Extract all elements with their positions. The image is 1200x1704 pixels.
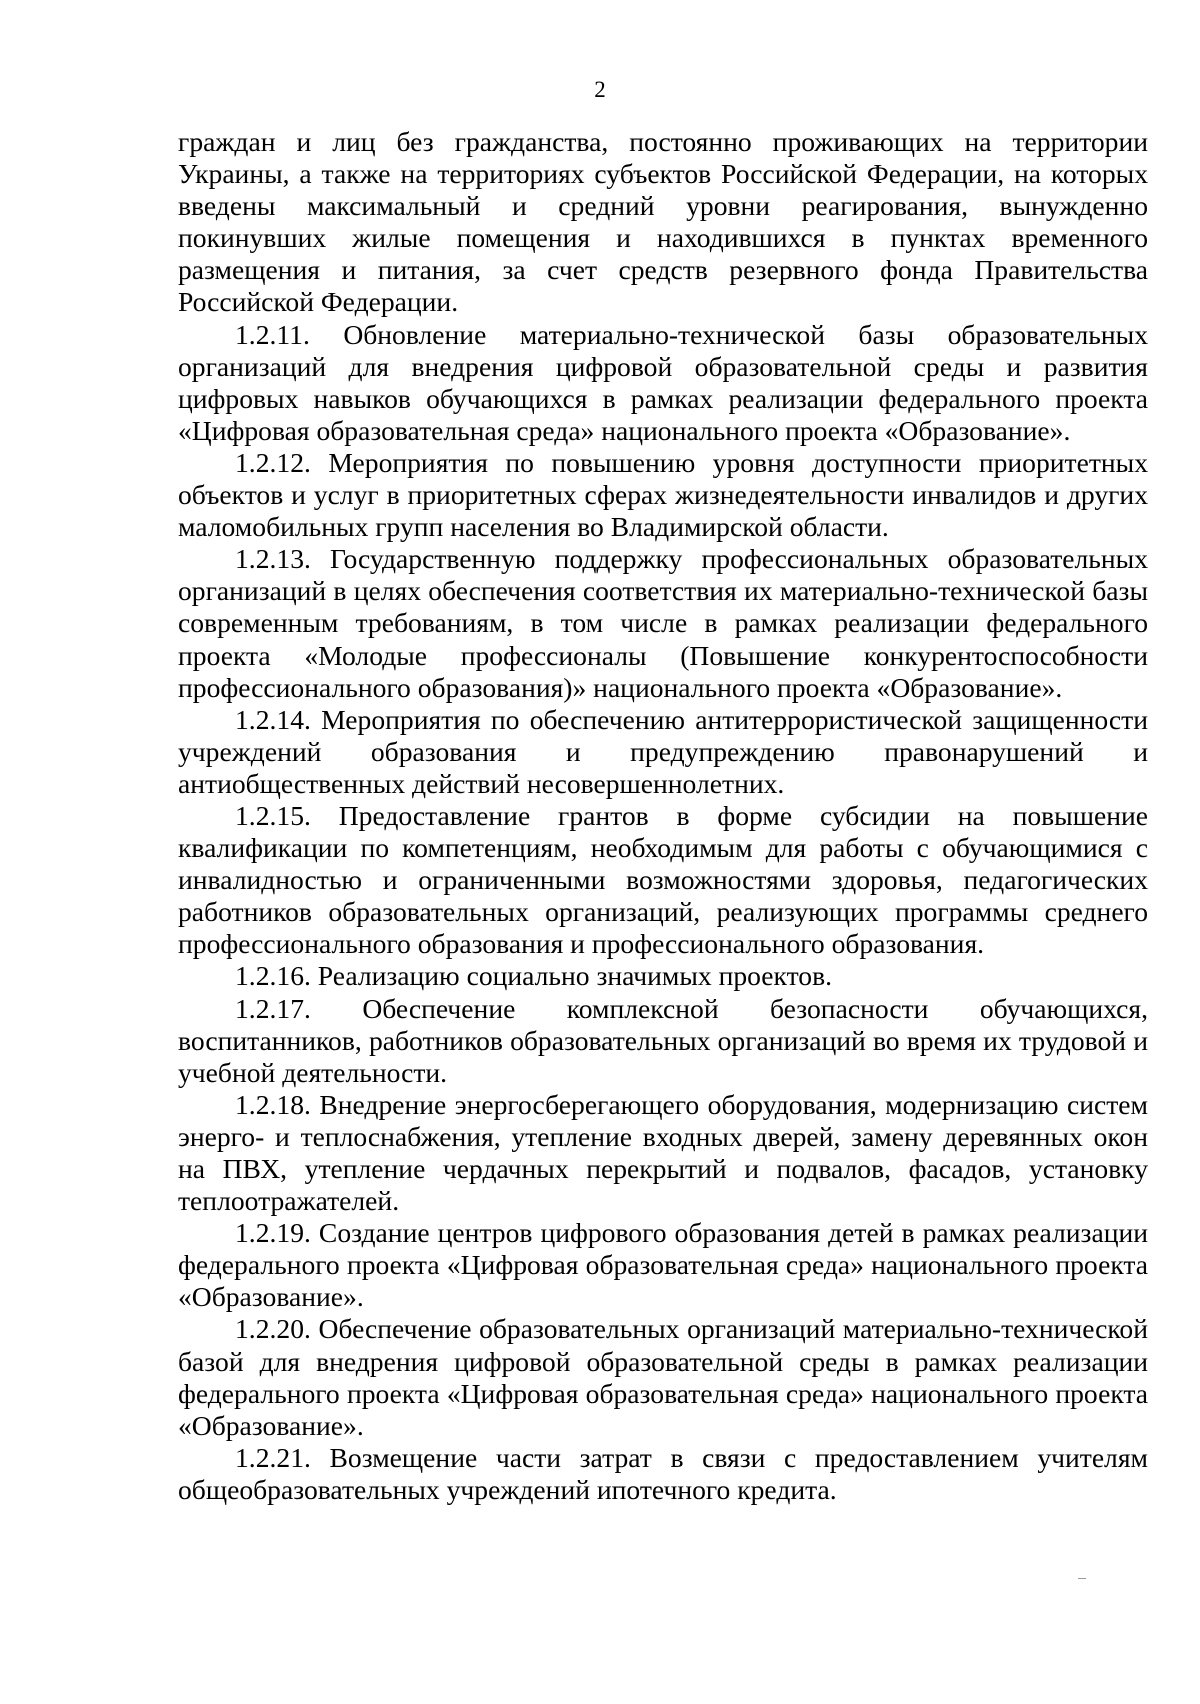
paragraph-1-2-11: 1.2.11. Обновление материально-технической базы образовательных организаций для внедрения цифровой образовательной среды и развития цифровых навыков обучающихся в рамках реализации федерального проекта «Цифровая образовательная среда» национального проекта «Образование».	[178, 318, 1148, 446]
paragraph-continuation: граждан и лиц без гражданства, постоянно проживающих на территории Украины, а также на территориях субъектов Российской Федерации, на которых введены максимальный и средний уровни реагирования, вынужденно покинувших жилые помещения и находившихся в пунктах временного размещения и питания, за счет средств резервного фонда Правительства Российской Федерации.	[178, 126, 1148, 318]
paragraph-1-2-14: 1.2.14. Мероприятия по обеспечению антитеррористической защищенности учреждений образования и предупреждению правонарушений и антиобщественных действий несовершеннолетних.	[178, 703, 1148, 799]
paragraph-1-2-21: 1.2.21. Возмещение части затрат в связи с предоставлением учителям общеобразовательных учреждений ипотечного кредита.	[178, 1441, 1148, 1505]
paragraph-1-2-20: 1.2.20. Обеспечение образовательных организаций материально-технической базой для внедрения цифровой образовательной среды в рамках реализации федерального проекта «Цифровая образовательная среда» национального проекта «Образование».	[178, 1313, 1148, 1441]
paragraph-1-2-19: 1.2.19. Создание центров цифрового образования детей в рамках реализации федерального проекта «Цифровая образовательная среда» национального проекта «Образование».	[178, 1217, 1148, 1313]
page-number: 2	[594, 77, 606, 102]
paragraph-1-2-16: 1.2.16. Реализацию социально значимых проектов.	[235, 960, 833, 992]
document-body	[178, 126, 1148, 1506]
scan-mark	[1078, 1578, 1086, 1579]
paragraph-1-2-17: 1.2.17. Обеспечение комплексной безопасности обучающихся, воспитанников, работников образовательных организаций во время их трудовой и учебной деятельности.	[178, 992, 1148, 1088]
paragraph-1-2-15: 1.2.15. Предоставление грантов в форме субсидии на повышение квалификации по компетенциям, необходимым для работы с обучающимися с инвалидностью и ограниченными возможностями здоровья, педагогических работников образовательных организаций, реализующих программы среднего профессионального образования и профессионального образования.	[178, 799, 1148, 960]
paragraph-1-2-13: 1.2.13. Государственную поддержку профессиональных образовательных организаций в целях обеспечения соответствия их материально-технической базы современным требованиям, в том числе в рамках реализации федерального проекта «Молодые профессионалы (Повышение конкурентоспособности профессионального образования)» национального проекта «Образование».	[178, 543, 1148, 703]
paragraph-1-2-12: 1.2.12. Мероприятия по повышению уровня доступности приоритетных объектов и услуг в приоритетных сферах жизнедеятельности инвалидов и других маломобильных групп населения во Владимирской области.	[178, 446, 1148, 543]
paragraph-1-2-18: 1.2.18. Внедрение энергосберегающего оборудования, модернизацию систем энерго- и теплоснабжения, утепление входных дверей, замену деревянных окон на ПВХ, утепление чердачных перекрытий и подвалов, фасадов, установку теплоотражателей.	[178, 1088, 1148, 1217]
